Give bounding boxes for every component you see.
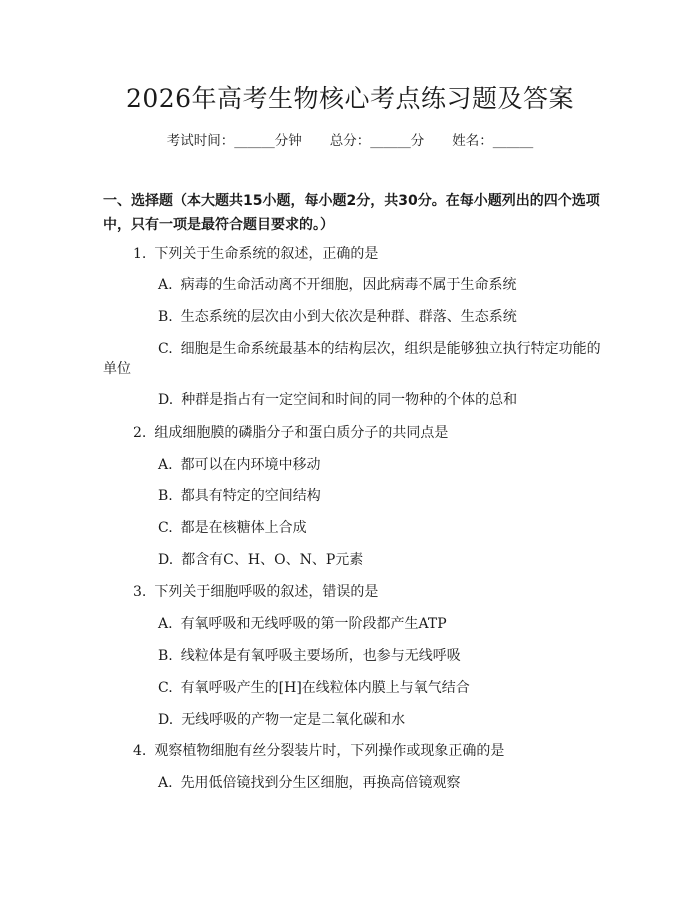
option-letter: A. bbox=[158, 457, 173, 473]
option-letter: A. bbox=[158, 775, 173, 791]
exam-meta bbox=[0, 131, 700, 151]
page-title: 2026年高考生物核心考点练习题及答案 bbox=[125, 84, 575, 113]
option-letter: C. bbox=[158, 520, 173, 536]
option-1c bbox=[103, 339, 603, 379]
option-text: 线粒体是有氧呼吸主要场所，也参与无线呼吸 bbox=[180, 648, 461, 664]
question-number: 3. bbox=[133, 584, 147, 600]
time-field: 考试时间：______分钟 bbox=[166, 133, 302, 149]
option-text: 都含有C、H、O、N、P元素 bbox=[181, 552, 364, 568]
question-number: 4. bbox=[133, 743, 147, 759]
option-4a bbox=[158, 773, 461, 793]
question-stem: 组成细胞膜的磷脂分子和蛋白质分子的共同点是 bbox=[154, 425, 449, 441]
option-letter: D. bbox=[158, 712, 174, 728]
option-1a bbox=[158, 275, 517, 295]
option-text: 有氧呼吸和无线呼吸的第一阶段都产生ATP bbox=[180, 616, 447, 632]
question-number: 2. bbox=[133, 425, 147, 441]
option-letter: C. bbox=[158, 341, 173, 357]
option-2c bbox=[158, 518, 307, 538]
option-letter: D. bbox=[158, 552, 174, 568]
option-1d bbox=[158, 390, 517, 410]
option-1b bbox=[158, 307, 517, 327]
score-field: 总分：______分 bbox=[329, 133, 425, 149]
option-text: 种群是指占有一定空间和时间的同一物种的个体的总和 bbox=[181, 392, 518, 408]
option-text: 生态系统的层次由小到大依次是种群、群落、生态系统 bbox=[180, 309, 517, 325]
question-1 bbox=[133, 244, 378, 264]
option-2b bbox=[158, 486, 321, 506]
option-text: 无线呼吸的产物一定是二氧化碳和水 bbox=[181, 712, 406, 728]
option-text: 都是在核糖体上合成 bbox=[180, 520, 307, 536]
option-letter: D. bbox=[158, 392, 174, 408]
question-stem: 下列关于细胞呼吸的叙述，错误的是 bbox=[154, 584, 379, 600]
question-stem: 观察植物细胞有丝分裂装片时，下列操作或现象正确的是 bbox=[154, 743, 505, 759]
question-4 bbox=[133, 741, 504, 761]
option-letter: C. bbox=[158, 680, 173, 696]
option-text: 都具有特定的空间结构 bbox=[180, 488, 321, 504]
option-text: 都可以在内环境中移动 bbox=[180, 457, 321, 473]
option-3a bbox=[158, 614, 447, 634]
question-stem: 下列关于生命系统的叙述，正确的是 bbox=[154, 246, 379, 262]
option-text: 病毒的生命活动离不开细胞，因此病毒不属于生命系统 bbox=[180, 277, 517, 293]
option-text: 细胞是生命系统最基本的结构层次，组织是能够独立执行特定功能的 bbox=[180, 341, 601, 357]
option-letter: B. bbox=[158, 488, 173, 504]
option-letter: B. bbox=[158, 648, 173, 664]
option-2a bbox=[158, 455, 321, 475]
option-text: 有氧呼吸产生的[H]在线粒体内膜上与氧气结合 bbox=[180, 680, 470, 696]
question-3 bbox=[133, 582, 378, 602]
question-number: 1. bbox=[133, 246, 147, 262]
option-3d bbox=[158, 710, 405, 730]
option-3b bbox=[158, 646, 461, 666]
question-2 bbox=[133, 423, 448, 443]
option-2d bbox=[158, 550, 363, 570]
section-heading: 一、选择题（本大题共15小题，每小题2分，共30分。在每小题列出的四个选项中，只有一项是最符合题目要求的。） bbox=[103, 193, 600, 233]
option-letter: A. bbox=[158, 277, 173, 293]
option-letter: A. bbox=[158, 616, 173, 632]
name-field: 姓名：______ bbox=[452, 133, 534, 149]
option-letter: B. bbox=[158, 309, 173, 325]
option-text: 先用低倍镜找到分生区细胞，再换高倍镜观察 bbox=[180, 775, 461, 791]
option-3c bbox=[158, 678, 470, 698]
option-text-continued: 单位 bbox=[103, 361, 131, 377]
